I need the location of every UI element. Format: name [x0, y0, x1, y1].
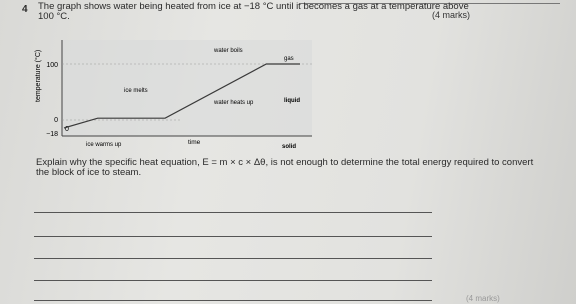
y-tick-0: 0 [54, 117, 58, 124]
question-text: The graph shows water being heated from ice at −18 °C until it becomes a gas at a temperature above 100 °C. [38, 1, 469, 22]
annotation-ice-warms-up: ice warms up [86, 142, 122, 148]
answer-line-1[interactable] [34, 212, 432, 213]
y-axis-label: temperature (°C) [35, 49, 42, 102]
graph-background [62, 40, 312, 136]
answer-line-5[interactable] [34, 300, 432, 301]
answer-line-4[interactable] [34, 280, 432, 281]
annotation-water-heats-up: water heats up [214, 100, 254, 106]
answer-line-3[interactable] [34, 258, 432, 259]
y-tick-minus18: −18 [46, 131, 58, 138]
annotation-liquid: liquid [284, 98, 300, 104]
annotation-water-boils: water boils [214, 48, 243, 54]
annotation-ice-melts: ice melts [124, 88, 148, 94]
footer-marks-label: (4 marks) [466, 294, 500, 303]
annotation-gas: gas [284, 56, 294, 62]
question-prompt: Explain why the specific heat equation, E = m × c × Δθ, is not enough to determine the total energy required to convert the block of ice to steam. [36, 157, 534, 178]
origin-label: 0 [65, 126, 69, 133]
question-number: 4 [22, 4, 28, 15]
y-tick-100: 100 [46, 62, 58, 69]
answer-line-2[interactable] [34, 236, 432, 237]
annotation-solid: solid [282, 144, 297, 150]
x-axis-label: time [188, 139, 201, 146]
marks-label: (4 marks) [432, 10, 470, 20]
